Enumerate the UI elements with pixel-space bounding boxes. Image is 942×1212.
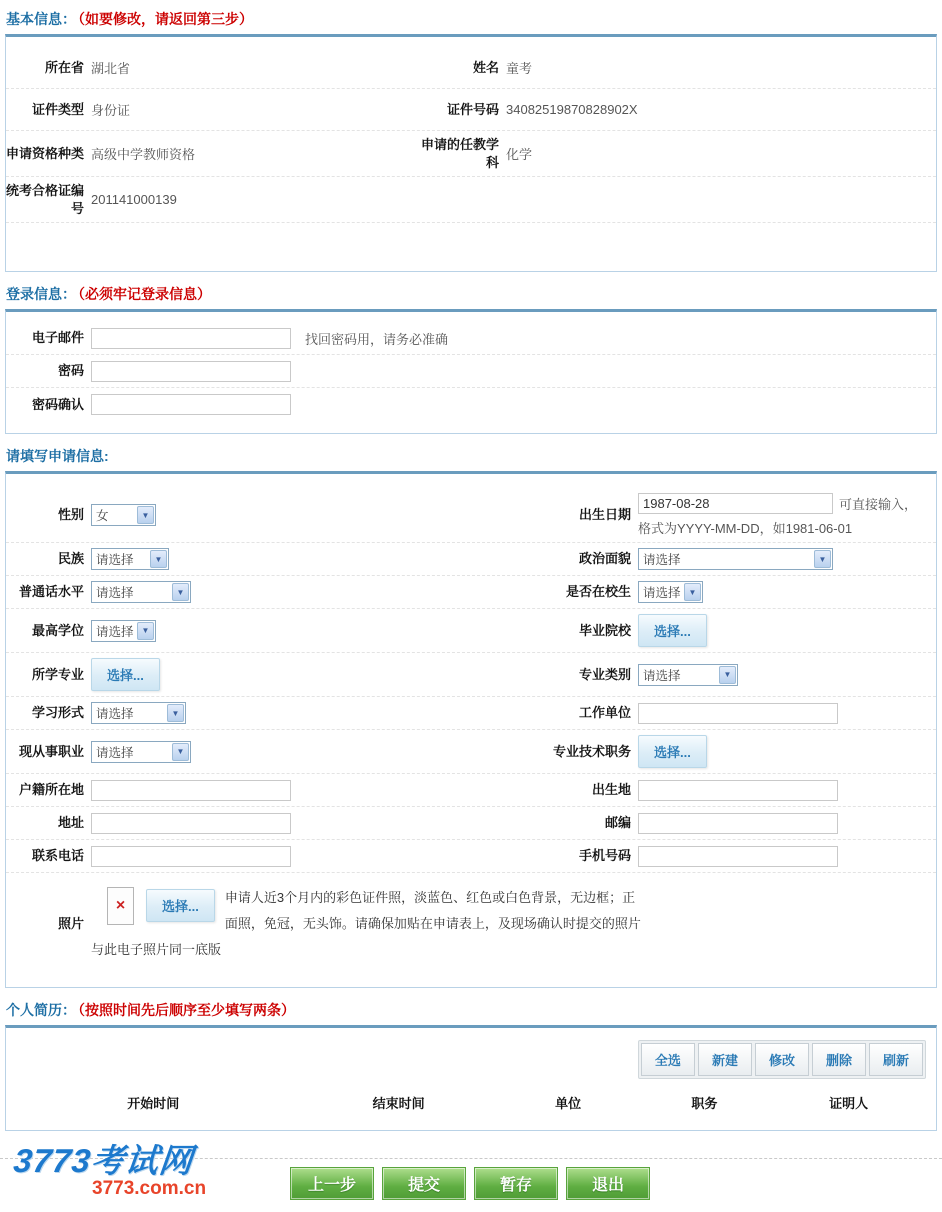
photo-row (6, 873, 936, 983)
field-cell (6, 182, 421, 217)
field-label: 申请的任教学科 (421, 137, 500, 170)
address-input[interactable] (91, 813, 291, 834)
column-header-position: 职务 (691, 1096, 718, 1112)
household-location-input[interactable] (91, 780, 291, 801)
field-cell (471, 614, 936, 647)
field-label: 政治面貌 (578, 551, 631, 567)
chevron-down-icon: ▼ (719, 666, 736, 684)
password-confirm-input[interactable] (91, 394, 291, 415)
postcode-input[interactable] (638, 813, 838, 834)
mobile-input[interactable] (638, 846, 838, 867)
field-label: 户籍所在地 (18, 782, 84, 798)
section-title: 个人简历： (6, 1002, 76, 1019)
field-label: 毕业院校 (578, 622, 631, 638)
field-cell (6, 658, 471, 691)
field-label: 学习形式 (31, 705, 84, 721)
select-value: 请选择 (96, 745, 134, 760)
modify-button[interactable]: 修改 (755, 1043, 809, 1076)
field-label: 密码确认 (31, 396, 84, 412)
field-value: 34082519870828902X (506, 101, 638, 117)
field-label: 照片 (57, 916, 84, 932)
field-cell (6, 702, 471, 724)
field-label: 出生日期 (578, 507, 631, 523)
field-label: 专业技术职务 (553, 743, 632, 759)
site-logo-text: 3773考试网 (11, 1142, 196, 1180)
work-unit-input[interactable] (638, 703, 838, 724)
field-value: 高级中学教师资格 (91, 147, 196, 163)
field-cell (6, 394, 291, 415)
section-title: 登录信息： (6, 286, 76, 303)
save-draft-button[interactable]: 暂存 (474, 1167, 558, 1200)
field-cell (6, 100, 421, 119)
graduate-school-select-button[interactable]: 选择... (638, 614, 707, 647)
resume-panel (5, 1025, 937, 1131)
section-title: 请填写申请信息: (6, 448, 109, 465)
photo-content (91, 885, 646, 963)
select-value: 请选择 (96, 553, 134, 568)
field-cell (471, 780, 936, 801)
gender-select[interactable] (91, 504, 156, 526)
ethnicity-select[interactable] (91, 548, 169, 570)
field-label: 地址 (57, 815, 84, 831)
chevron-down-icon: ▼ (137, 506, 154, 524)
select-value: 请选择 (643, 668, 681, 683)
login-info-header (6, 284, 936, 304)
chevron-down-icon: ▼ (150, 550, 167, 568)
field-label: 性别 (57, 507, 84, 523)
field-cell (421, 58, 936, 77)
birthdate-input[interactable] (638, 493, 833, 514)
field-cell (6, 144, 421, 163)
field-label: 证件号码 (446, 101, 499, 117)
login-info-panel (5, 309, 937, 434)
field-label: 现从事职业 (18, 743, 84, 759)
field-cell (6, 58, 421, 77)
basic-info-header (6, 9, 936, 29)
field-value: 童考 (506, 61, 533, 76)
field-label: 电子邮件 (31, 330, 84, 346)
form-row (6, 89, 936, 131)
chevron-down-icon: ▼ (172, 583, 189, 601)
resume-table-header (6, 1079, 928, 1122)
form-row (6, 807, 936, 840)
field-label: 证件类型 (31, 101, 84, 117)
section-note: （如要修改，请返回第三步） (78, 11, 253, 27)
field-value: 201141000139 (91, 192, 177, 208)
field-label: 统考合格证编号 (6, 183, 85, 216)
form-row (6, 609, 936, 653)
delete-button[interactable]: 删除 (812, 1043, 866, 1076)
field-cell (471, 703, 936, 724)
field-label: 邮编 (604, 815, 631, 831)
select-value: 请选择 (96, 624, 134, 639)
select-value: 请选择 (96, 586, 134, 601)
form-row (6, 730, 936, 774)
chevron-down-icon: ▼ (172, 743, 189, 761)
political-status-select[interactable] (638, 548, 833, 570)
field-cell (6, 328, 448, 349)
chevron-down-icon: ▼ (167, 704, 184, 722)
field-cell (6, 504, 471, 526)
field-label: 工作单位 (578, 705, 631, 721)
field-cell (6, 741, 471, 763)
application-info-header (6, 446, 936, 466)
field-label: 普通话水平 (18, 584, 84, 600)
field-hint: 格式为YYYY-MM-DD，如1981-06-01 (638, 521, 853, 537)
section-title: 基本信息： (6, 11, 76, 27)
form-row (6, 322, 936, 355)
section-note: （必须牢记登录信息） (78, 286, 211, 303)
application-form-panel (5, 471, 937, 988)
mandarin-level-select[interactable] (91, 581, 191, 603)
field-hint: 可直接输入， (839, 497, 918, 513)
field-label: 所在省 (44, 59, 84, 75)
exit-button[interactable]: 退出 (566, 1167, 650, 1200)
field-label: 最高学位 (31, 622, 84, 638)
panel-spacer (6, 223, 936, 271)
field-cell (6, 620, 471, 642)
select-value: 女 (96, 509, 109, 524)
phone-input[interactable] (91, 846, 291, 867)
field-cell (421, 136, 936, 171)
field-cell (421, 101, 936, 119)
photo-description: 申请人近3个月内的彩色证件照，淡蓝色、红色或白色背景，无边框；正面照，免冠，无头饰。请确保加贴在申请表上，及现场确认时提交的照片与此电子照片同一底版 (91, 890, 641, 958)
field-cell (471, 493, 936, 537)
field-cell (6, 780, 471, 801)
footer (0, 1143, 942, 1199)
select-all-button[interactable]: 全选 (641, 1043, 695, 1076)
broken-image-icon: × (107, 887, 134, 925)
form-row (6, 840, 936, 873)
current-occupation-select[interactable] (91, 741, 191, 763)
is-student-select[interactable] (638, 581, 703, 603)
field-cell (6, 581, 471, 603)
field-label: 出生地 (591, 782, 631, 798)
column-header-end-time: 结束时间 (372, 1096, 425, 1112)
form-row (6, 388, 936, 421)
form-row (6, 488, 936, 543)
field-value: 身份证 (91, 103, 131, 118)
footer-buttons (290, 1167, 650, 1200)
chevron-down-icon: ▼ (814, 550, 831, 568)
new-button[interactable]: 新建 (698, 1043, 752, 1076)
form-row (6, 653, 936, 697)
field-cell (6, 813, 471, 834)
section-note: （按照时间先后顺序至少填写两条） (78, 1002, 295, 1019)
form-row (6, 47, 936, 89)
field-label: 是否在校生 (565, 584, 631, 600)
major-select-button[interactable]: 选择... (91, 658, 160, 691)
study-form-select[interactable] (91, 702, 186, 724)
field-value: 化学 (506, 147, 533, 163)
resume-header (6, 1000, 936, 1020)
field-hint: 找回密码用，请务必准确 (305, 331, 449, 347)
field-cell (471, 664, 936, 686)
basic-info-panel (5, 34, 937, 272)
submit-button[interactable]: 提交 (382, 1167, 466, 1200)
field-label: 姓名 (472, 59, 499, 75)
select-value: 请选择 (643, 553, 681, 568)
field-cell (471, 846, 936, 867)
form-row (6, 177, 936, 223)
email-input[interactable] (91, 328, 291, 349)
field-label: 专业类别 (578, 666, 631, 682)
form-row (6, 131, 936, 177)
form-row (6, 576, 936, 609)
field-cell (471, 735, 936, 768)
field-cell (471, 548, 936, 570)
highest-degree-select[interactable] (91, 620, 156, 642)
chevron-down-icon: ▼ (684, 583, 701, 601)
field-cell (471, 581, 936, 603)
prev-step-button[interactable]: 上一步 (290, 1167, 374, 1200)
form-row (6, 355, 936, 388)
field-label: 密码 (57, 363, 84, 379)
select-value: 请选择 (643, 586, 681, 601)
field-cell (6, 548, 471, 570)
professional-title-select-button[interactable]: 选择... (638, 735, 707, 768)
column-header-start-time: 开始时间 (127, 1096, 180, 1112)
field-cell (471, 813, 936, 834)
field-value: 湖北省 (91, 61, 131, 76)
password-input[interactable] (91, 361, 291, 382)
birthdate-group (638, 493, 917, 537)
birthdate-line (638, 493, 917, 514)
photo-select-button[interactable]: 选择... (146, 889, 215, 922)
site-logo-url: 3773.com.cn (92, 1178, 207, 1200)
field-label: 所学专业 (31, 666, 84, 682)
field-label: 联系电话 (31, 848, 84, 864)
major-category-select[interactable] (638, 664, 738, 686)
field-label: 申请资格种类 (6, 145, 85, 161)
chevron-down-icon: ▼ (137, 622, 154, 640)
field-label: 民族 (57, 551, 84, 567)
form-row (6, 543, 936, 576)
refresh-button[interactable]: 刷新 (869, 1043, 923, 1076)
column-header-unit: 单位 (555, 1096, 582, 1112)
field-label: 手机号码 (578, 848, 631, 864)
birthplace-input[interactable] (638, 780, 838, 801)
field-cell (6, 846, 471, 867)
select-value: 请选择 (96, 707, 134, 722)
site-logo (11, 1135, 207, 1200)
resume-toolbar (638, 1040, 926, 1079)
field-cell (6, 361, 291, 382)
column-header-reference: 证明人 (829, 1096, 869, 1112)
form-row (6, 774, 936, 807)
form-row (6, 697, 936, 730)
